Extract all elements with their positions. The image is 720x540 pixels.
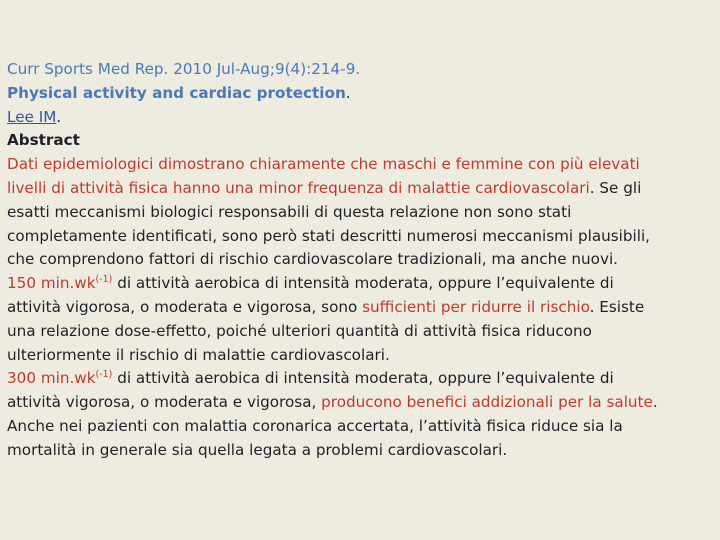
author-link[interactable]: Lee IM: [7, 107, 57, 126]
abstract-line-2: [7, 177, 712, 201]
author-line: [7, 106, 712, 130]
abstract-line-12: Anche nei pazienti con malattia coronarica accertata, l’attività fisica riduce sia la: [7, 416, 623, 435]
title-period: .: [345, 83, 351, 102]
abstract-line-9: ulteriormente il rischio di malattie cardiovascolari.: [7, 345, 390, 364]
abstract-line-4: completamente identificati, sono però stati descritti numerosi meccanismi plausibili,: [7, 226, 651, 245]
abstract-line-3: esatti meccanismi biologici responsabili di questa relazione non sono stati: [7, 202, 572, 221]
abstract-line-1: Dati epidemiologici dimostrano chiaramente che maschi e femmine con più elevati: [7, 155, 640, 174]
dose-300-exponent: (-1): [95, 369, 113, 381]
abstract-line-10: [7, 367, 712, 391]
additional-benefits-highlight: producono benefici addizionali per la salute: [321, 393, 653, 412]
citation: Curr Sports Med Rep. 2010 Jul-Aug;9(4):214-9.: [7, 60, 361, 78]
risk-reduction-highlight: sufficienti per ridurre il rischio: [362, 297, 590, 316]
abstract-line-13: mortalità in generale sia quella legata a problemi cardiovascolari.: [7, 440, 508, 459]
author-period: .: [56, 107, 62, 126]
abstract-line-2-highlight: livelli di attività fisica hanno una minor frequenza di malattie cardiovascolari: [7, 178, 590, 197]
abstract-heading: Abstract: [7, 131, 80, 150]
abstract-line-6: [7, 272, 712, 296]
abstract-line-11-start: attività vigorosa, o moderata e vigorosa,: [7, 393, 322, 412]
abstract-line-11-end: .: [652, 393, 658, 412]
abstract-line-7: [7, 296, 712, 320]
abstract-line-6-rest: di attività aerobica di intensità moderata, oppure l’equivalente di: [112, 274, 614, 293]
abstract-line-7-start: attività vigorosa, o moderata e vigorosa, sono: [7, 297, 363, 316]
dose-150: 150 min.wk: [7, 274, 96, 293]
abstract-line-5: che comprendono fattori di rischio cardiovascolare tradizionali, ma anche nuovi.: [7, 250, 619, 269]
abstract-line-11: [7, 391, 712, 415]
abstract-line-7-end: . Esiste: [589, 297, 645, 316]
dose-150-exponent: (-1): [95, 274, 113, 286]
article-title-line: [7, 82, 712, 106]
article-title: Physical activity and cardiac protection: [7, 83, 346, 102]
abstract-line-10-rest: di attività aerobica di intensità moderata, oppure l’equivalente di: [112, 369, 614, 388]
abstract-line-2-tail: . Se gli: [589, 178, 642, 197]
abstract-line-8: una relazione dose-effetto, poiché ulteriori quantità di attività fisica riducono: [7, 321, 592, 340]
dose-300: 300 min.wk: [7, 369, 96, 388]
